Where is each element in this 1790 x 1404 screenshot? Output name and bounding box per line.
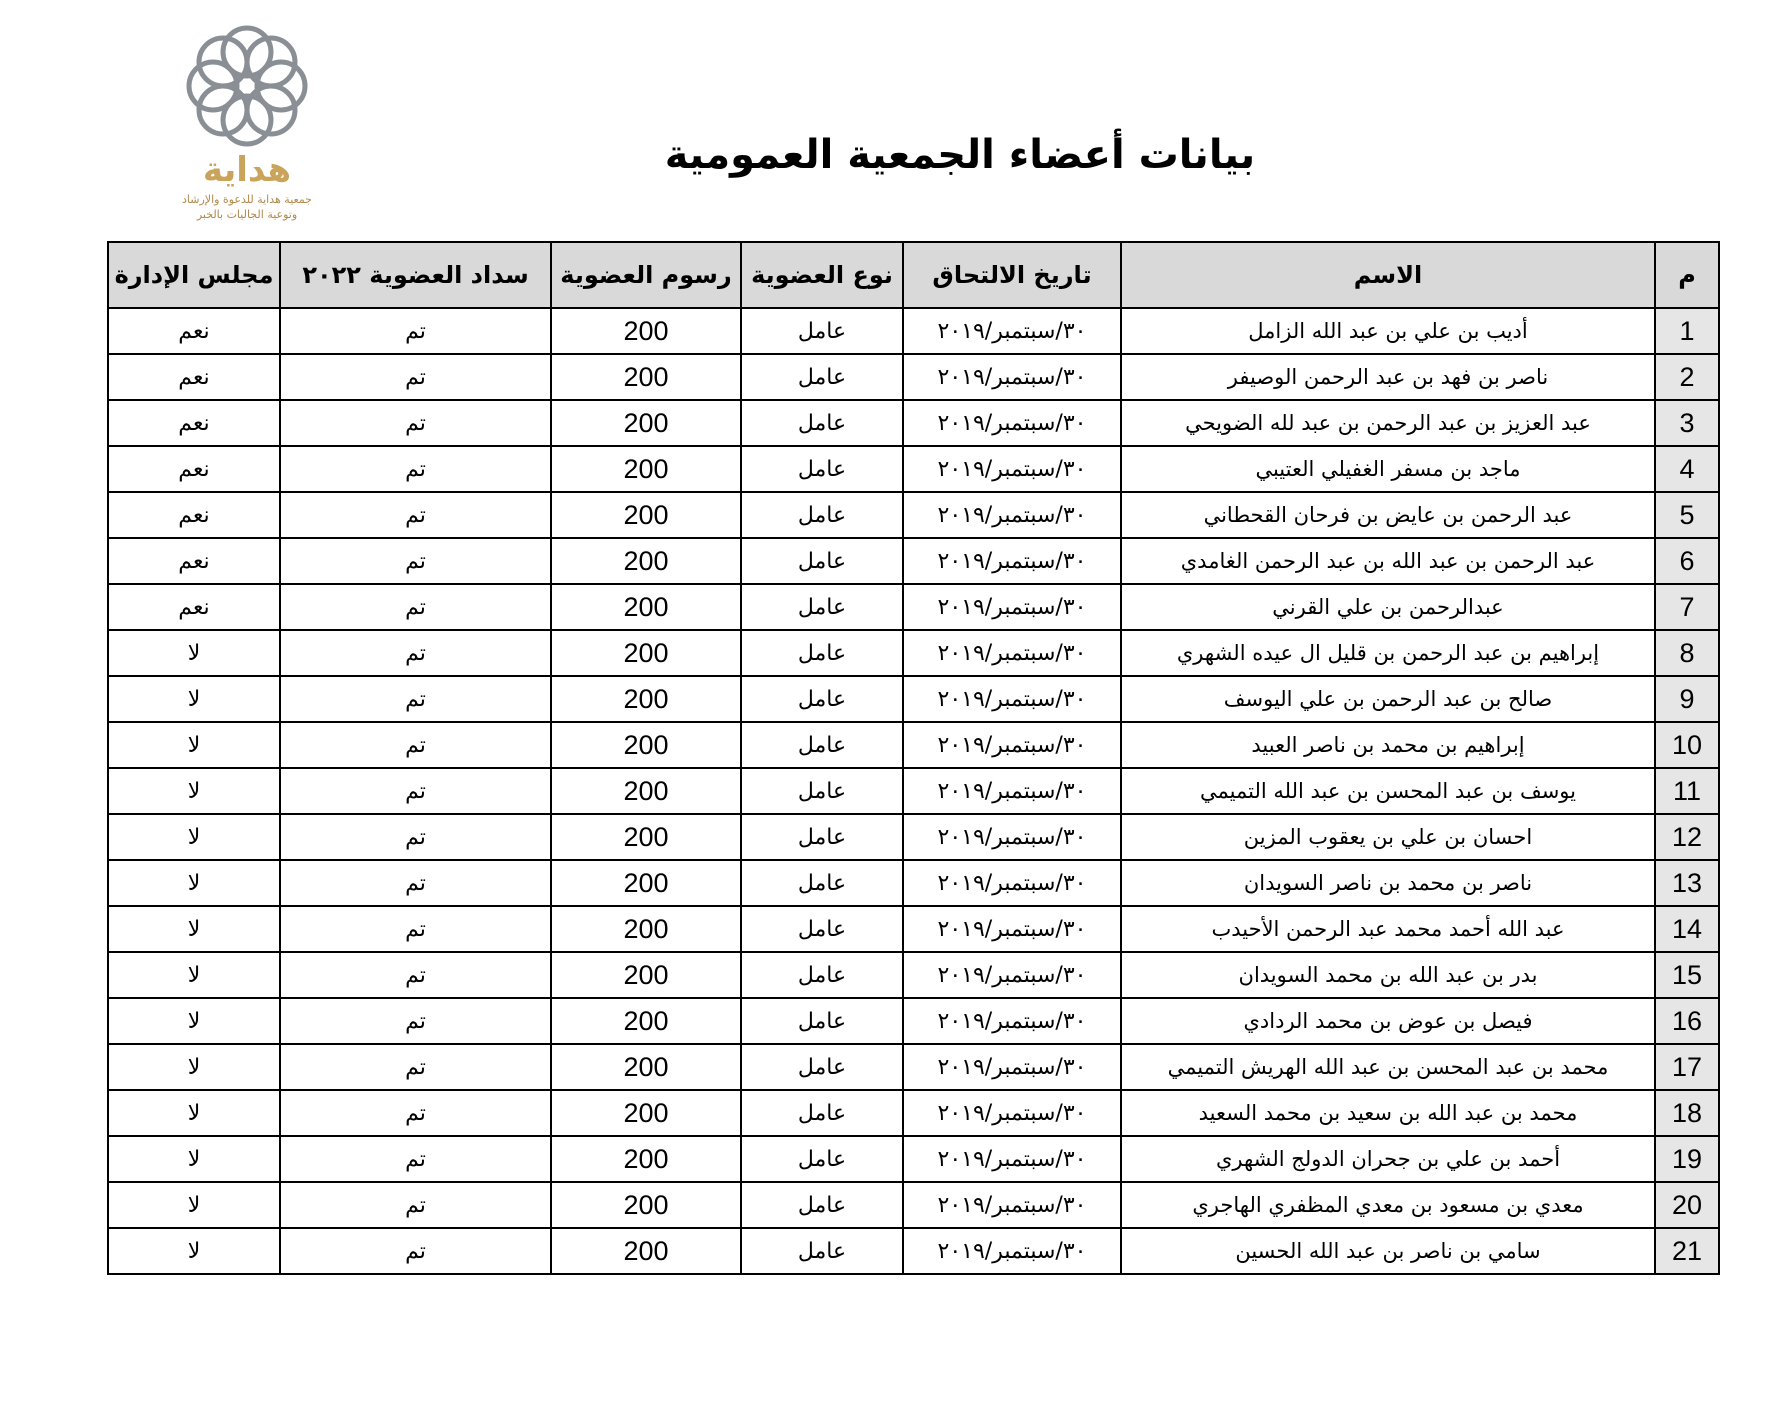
table-row	[108, 400, 1719, 446]
header-membership-type: نوع العضوية	[741, 242, 903, 308]
membership-type-cell: عامل	[741, 814, 903, 860]
table-row	[108, 676, 1719, 722]
board-membership-cell: لا	[108, 860, 280, 906]
row-number-cell: 1	[1655, 308, 1719, 354]
table-row	[108, 630, 1719, 676]
membership-type-cell: عامل	[741, 538, 903, 584]
row-number-cell: 13	[1655, 860, 1719, 906]
payment-status-cell: تم	[280, 676, 551, 722]
membership-fee-cell: 200	[551, 308, 741, 354]
membership-type-cell: عامل	[741, 446, 903, 492]
membership-fee-cell: 200	[551, 400, 741, 446]
membership-type-cell: عامل	[741, 1228, 903, 1274]
table-row	[108, 860, 1719, 906]
payment-status-cell: تم	[280, 1044, 551, 1090]
membership-fee-cell: 200	[551, 446, 741, 492]
board-membership-cell: نعم	[108, 308, 280, 354]
board-membership-cell: نعم	[108, 538, 280, 584]
membership-type-cell: عامل	[741, 998, 903, 1044]
membership-type-cell: عامل	[741, 1044, 903, 1090]
payment-status-cell: تم	[280, 722, 551, 768]
membership-fee-cell: 200	[551, 1090, 741, 1136]
table-row	[108, 354, 1719, 400]
logo-knot-icon	[182, 22, 312, 150]
logo-subtitle-line2: وتوعية الجاليات بالخبر	[196, 208, 298, 221]
membership-type-cell: عامل	[741, 584, 903, 630]
member-name-cell: عبد العزيز بن عبد الرحمن بن عبد لله الضويحي	[1121, 400, 1655, 446]
membership-type-cell: عامل	[741, 1136, 903, 1182]
board-membership-cell: لا	[108, 630, 280, 676]
member-name-cell: ماجد بن مسفر الغفيلي العتيبي	[1121, 446, 1655, 492]
row-number-cell: 8	[1655, 630, 1719, 676]
membership-fee-cell: 200	[551, 952, 741, 998]
member-name-cell: ناصر بن فهد بن عبد الرحمن الوصيفر	[1121, 354, 1655, 400]
table-header-row	[108, 242, 1719, 308]
table-row	[108, 814, 1719, 860]
payment-status-cell: تم	[280, 538, 551, 584]
membership-type-cell: عامل	[741, 952, 903, 998]
membership-fee-cell: 200	[551, 1136, 741, 1182]
header-join-date: تاريخ الالتحاق	[903, 242, 1121, 308]
member-name-cell: سامي بن ناصر بن عبد الله الحسين	[1121, 1228, 1655, 1274]
join-date-cell: ٣٠/سبتمبر/٢٠١٩	[903, 1044, 1121, 1090]
member-name-cell: فيصل بن عوض بن محمد الردادي	[1121, 998, 1655, 1044]
table-row	[108, 1182, 1719, 1228]
join-date-cell: ٣٠/سبتمبر/٢٠١٩	[903, 1228, 1121, 1274]
table-row	[108, 492, 1719, 538]
membership-fee-cell: 200	[551, 538, 741, 584]
row-number-cell: 6	[1655, 538, 1719, 584]
membership-type-cell: عامل	[741, 400, 903, 446]
board-membership-cell: لا	[108, 952, 280, 998]
table-row	[108, 722, 1719, 768]
join-date-cell: ٣٠/سبتمبر/٢٠١٩	[903, 952, 1121, 998]
logo-subtitle-line1: جمعية هداية للدعوة والإرشاد	[182, 193, 312, 206]
join-date-cell: ٣٠/سبتمبر/٢٠١٩	[903, 906, 1121, 952]
row-number-cell: 11	[1655, 768, 1719, 814]
member-name-cell: أديب بن علي بن عبد الله الزامل	[1121, 308, 1655, 354]
member-name-cell: محمد بن عبد الله بن سعيد بن محمد السعيد	[1121, 1090, 1655, 1136]
row-number-cell: 15	[1655, 952, 1719, 998]
table-row	[108, 768, 1719, 814]
membership-fee-cell: 200	[551, 630, 741, 676]
row-number-cell: 17	[1655, 1044, 1719, 1090]
join-date-cell: ٣٠/سبتمبر/٢٠١٩	[903, 860, 1121, 906]
membership-type-cell: عامل	[741, 676, 903, 722]
member-name-cell: أحمد بن علي بن جحران الدولج الشهري	[1121, 1136, 1655, 1182]
board-membership-cell: نعم	[108, 354, 280, 400]
member-name-cell: احسان بن علي بن يعقوب المزين	[1121, 814, 1655, 860]
board-membership-cell: لا	[108, 1044, 280, 1090]
row-number-cell: 21	[1655, 1228, 1719, 1274]
payment-status-cell: تم	[280, 952, 551, 998]
join-date-cell: ٣٠/سبتمبر/٢٠١٩	[903, 1136, 1121, 1182]
row-number-cell: 19	[1655, 1136, 1719, 1182]
payment-status-cell: تم	[280, 998, 551, 1044]
member-name-cell: عبد الرحمن بن عبد الله بن عبد الرحمن الغامدي	[1121, 538, 1655, 584]
table-row	[108, 584, 1719, 630]
payment-status-cell: تم	[280, 630, 551, 676]
header-membership-fee: رسوم العضوية	[551, 242, 741, 308]
board-membership-cell: لا	[108, 1090, 280, 1136]
member-name-cell: يوسف بن عبد المحسن بن عبد الله التميمي	[1121, 768, 1655, 814]
membership-fee-cell: 200	[551, 768, 741, 814]
payment-status-cell: تم	[280, 308, 551, 354]
membership-type-cell: عامل	[741, 1182, 903, 1228]
table-row	[108, 446, 1719, 492]
membership-type-cell: عامل	[741, 492, 903, 538]
board-membership-cell: لا	[108, 722, 280, 768]
table-row	[108, 1090, 1719, 1136]
member-name-cell: إبراهيم بن محمد بن ناصر العبيد	[1121, 722, 1655, 768]
header-membership-paid: سداد العضوية ٢٠٢٢	[280, 242, 551, 308]
membership-fee-cell: 200	[551, 676, 741, 722]
membership-fee-cell: 200	[551, 1228, 741, 1274]
member-name-cell: بدر بن عبد الله بن محمد السويدان	[1121, 952, 1655, 998]
organization-logo	[162, 22, 332, 228]
table-row	[108, 998, 1719, 1044]
membership-type-cell: عامل	[741, 906, 903, 952]
row-number-cell: 14	[1655, 906, 1719, 952]
members-table	[107, 241, 1720, 1275]
member-name-cell: إبراهيم بن عبد الرحمن بن قليل ال عيده الشهري	[1121, 630, 1655, 676]
board-membership-cell: لا	[108, 906, 280, 952]
join-date-cell: ٣٠/سبتمبر/٢٠١٩	[903, 584, 1121, 630]
member-name-cell: معدي بن مسعود بن معدي المظفري الهاجري	[1121, 1182, 1655, 1228]
membership-fee-cell: 200	[551, 584, 741, 630]
membership-type-cell: عامل	[741, 630, 903, 676]
payment-status-cell: تم	[280, 354, 551, 400]
membership-type-cell: عامل	[741, 308, 903, 354]
row-number-cell: 10	[1655, 722, 1719, 768]
payment-status-cell: تم	[280, 906, 551, 952]
header-name: الاسم	[1121, 242, 1655, 308]
membership-type-cell: عامل	[741, 354, 903, 400]
payment-status-cell: تم	[280, 1182, 551, 1228]
board-membership-cell: لا	[108, 814, 280, 860]
member-name-cell: عبدالرحمن بن علي القرني	[1121, 584, 1655, 630]
membership-type-cell: عامل	[741, 860, 903, 906]
membership-fee-cell: 200	[551, 1182, 741, 1228]
join-date-cell: ٣٠/سبتمبر/٢٠١٩	[903, 630, 1121, 676]
member-name-cell: صالح بن عبد الرحمن بن علي اليوسف	[1121, 676, 1655, 722]
board-membership-cell: لا	[108, 1136, 280, 1182]
membership-fee-cell: 200	[551, 814, 741, 860]
join-date-cell: ٣٠/سبتمبر/٢٠١٩	[903, 1182, 1121, 1228]
payment-status-cell: تم	[280, 446, 551, 492]
payment-status-cell: تم	[280, 400, 551, 446]
board-membership-cell: لا	[108, 998, 280, 1044]
membership-fee-cell: 200	[551, 860, 741, 906]
join-date-cell: ٣٠/سبتمبر/٢٠١٩	[903, 768, 1121, 814]
row-number-cell: 20	[1655, 1182, 1719, 1228]
membership-fee-cell: 200	[551, 492, 741, 538]
member-name-cell: ناصر بن محمد بن ناصر السويدان	[1121, 860, 1655, 906]
row-number-cell: 4	[1655, 446, 1719, 492]
row-number-cell: 2	[1655, 354, 1719, 400]
membership-type-cell: عامل	[741, 722, 903, 768]
board-membership-cell: نعم	[108, 446, 280, 492]
row-number-cell: 9	[1655, 676, 1719, 722]
join-date-cell: ٣٠/سبتمبر/٢٠١٩	[903, 446, 1121, 492]
table-row	[108, 1044, 1719, 1090]
board-membership-cell: نعم	[108, 584, 280, 630]
table-row	[108, 308, 1719, 354]
join-date-cell: ٣٠/سبتمبر/٢٠١٩	[903, 492, 1121, 538]
payment-status-cell: تم	[280, 584, 551, 630]
row-number-cell: 3	[1655, 400, 1719, 446]
membership-fee-cell: 200	[551, 1044, 741, 1090]
payment-status-cell: تم	[280, 814, 551, 860]
join-date-cell: ٣٠/سبتمبر/٢٠١٩	[903, 722, 1121, 768]
logo-name: هداية	[202, 150, 292, 190]
table-row	[108, 952, 1719, 998]
membership-fee-cell: 200	[551, 906, 741, 952]
member-name-cell: عبد الرحمن بن عايض بن فرحان القحطاني	[1121, 492, 1655, 538]
row-number-cell: 12	[1655, 814, 1719, 860]
table-row	[108, 906, 1719, 952]
page-title: بيانات أعضاء الجمعية العمومية	[664, 132, 1256, 178]
board-membership-cell: نعم	[108, 492, 280, 538]
payment-status-cell: تم	[280, 1136, 551, 1182]
join-date-cell: ٣٠/سبتمبر/٢٠١٩	[903, 308, 1121, 354]
membership-type-cell: عامل	[741, 768, 903, 814]
join-date-cell: ٣٠/سبتمبر/٢٠١٩	[903, 676, 1121, 722]
table-row	[108, 1228, 1719, 1274]
board-membership-cell: لا	[108, 1228, 280, 1274]
member-name-cell: عبد الله أحمد محمد عبد الرحمن الأحيدب	[1121, 906, 1655, 952]
board-membership-cell: نعم	[108, 400, 280, 446]
membership-fee-cell: 200	[551, 354, 741, 400]
join-date-cell: ٣٠/سبتمبر/٢٠١٩	[903, 814, 1121, 860]
payment-status-cell: تم	[280, 1090, 551, 1136]
join-date-cell: ٣٠/سبتمبر/٢٠١٩	[903, 538, 1121, 584]
table-row	[108, 538, 1719, 584]
payment-status-cell: تم	[280, 1228, 551, 1274]
board-membership-cell: لا	[108, 1182, 280, 1228]
row-number-cell: 7	[1655, 584, 1719, 630]
row-number-cell: 18	[1655, 1090, 1719, 1136]
join-date-cell: ٣٠/سبتمبر/٢٠١٩	[903, 998, 1121, 1044]
board-membership-cell: لا	[108, 676, 280, 722]
header-board-member: مجلس الإدارة	[108, 242, 280, 308]
join-date-cell: ٣٠/سبتمبر/٢٠١٩	[903, 400, 1121, 446]
payment-status-cell: تم	[280, 860, 551, 906]
membership-type-cell: عامل	[741, 1090, 903, 1136]
table-row	[108, 1136, 1719, 1182]
row-number-cell: 16	[1655, 998, 1719, 1044]
payment-status-cell: تم	[280, 768, 551, 814]
join-date-cell: ٣٠/سبتمبر/٢٠١٩	[903, 354, 1121, 400]
payment-status-cell: تم	[280, 492, 551, 538]
membership-fee-cell: 200	[551, 722, 741, 768]
member-name-cell: محمد بن عبد المحسن بن عبد الله الهريش التميمي	[1121, 1044, 1655, 1090]
join-date-cell: ٣٠/سبتمبر/٢٠١٩	[903, 1090, 1121, 1136]
membership-fee-cell: 200	[551, 998, 741, 1044]
row-number-cell: 5	[1655, 492, 1719, 538]
header-num: م	[1655, 242, 1719, 308]
board-membership-cell: لا	[108, 768, 280, 814]
